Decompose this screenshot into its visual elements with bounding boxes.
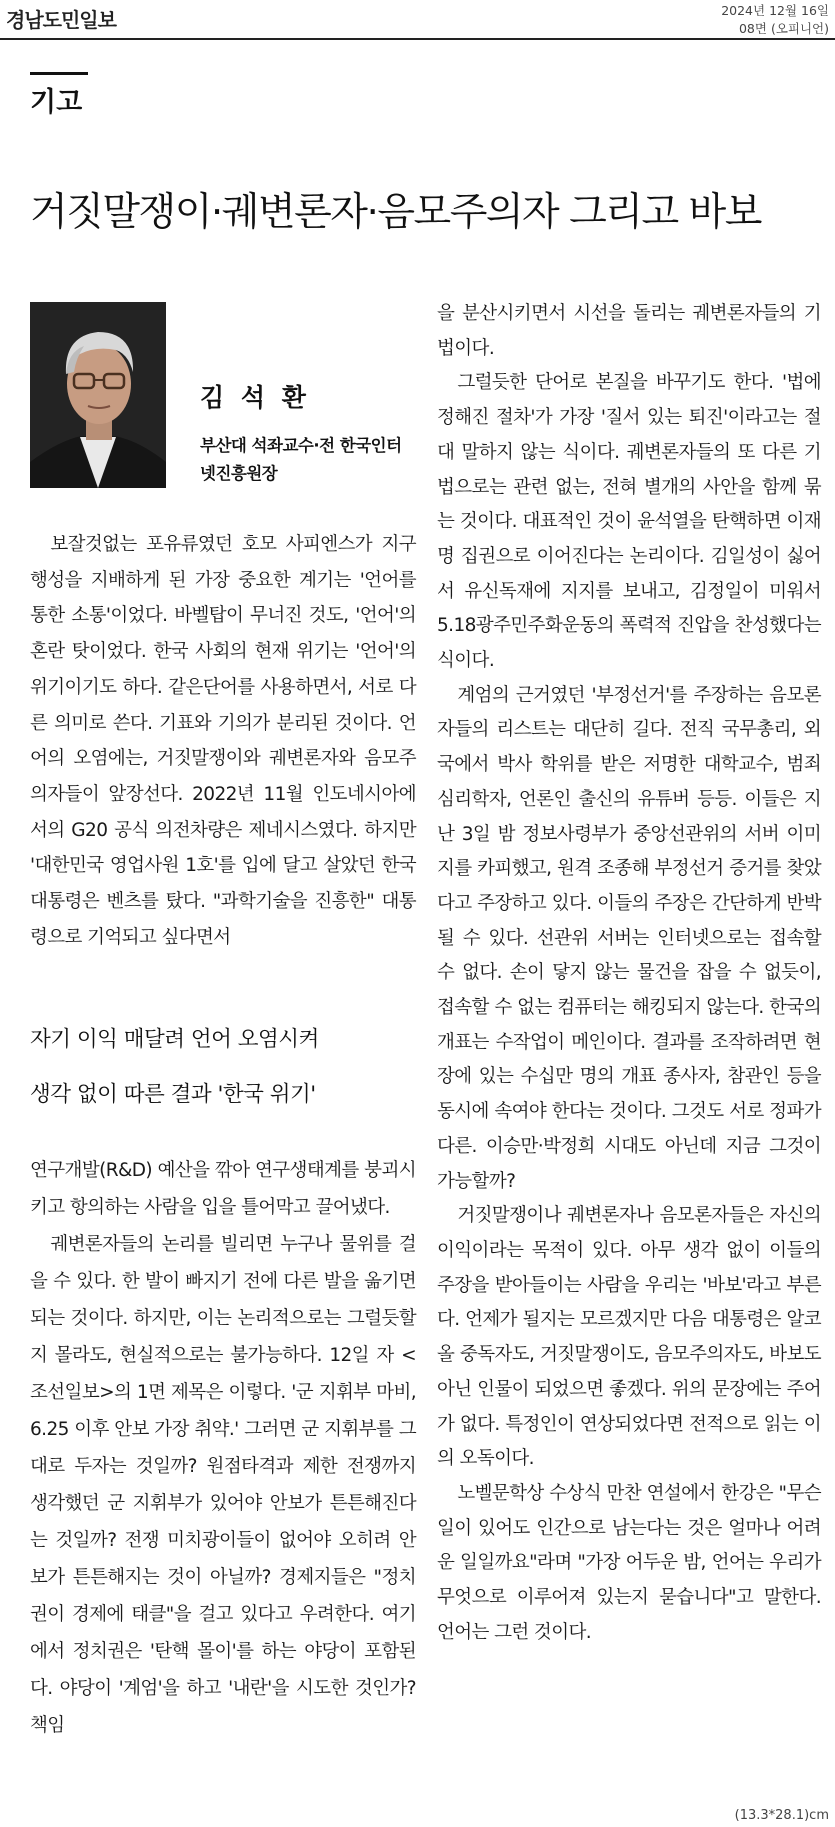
publication-date: 2024년 12월 16일 [721,3,829,18]
body-column-left-bottom [30,1152,416,1744]
paragraph: 노벨문학상 수상식 만찬 연설에서 한강은 "무슨 일이 있어도 인간으로 남는다는 것은 얼마나 어려운 일일까요"라며 "가장 어두운 밤, 언어는 우리가 무엇으로 이루어져 있는지 묻습니다"고 말한다. 언어는 그런 것이다. [437,1482,821,1643]
paragraph: 거짓말쟁이나 궤변론자나 음모론자들은 자신의 이익이라는 목적이 있다. 아무 생각 없이 이들의 주장을 받아들이는 사람을 우리는 '바보'라고 부른다. 언제가 될지는 모르겠지만 다음 대통령은 알코올 중독자도, 거짓말쟁이도, 음모주의자도, 바보도 아닌 인물이 되었으면 좋겠다. 위의 문장에는 주어가 없다. 특정인이 연상되었다면 전적으로 읽는 이의 오독이다. [437,1205,821,1470]
section-marker [30,72,88,75]
author-portrait-image [30,302,166,488]
author-name: 김 석 환 [200,383,310,412]
article-size-note: (13.3*28.1)cm [734,1808,829,1823]
paragraph: 계엄의 근거였던 '부정선거'를 주장하는 음모론자들의 리스트는 대단히 길다. 전직 국무총리, 외국에서 박사 학위를 받은 저명한 대학교수, 범죄 심리학자, 언론인 출신의 유튜버 등등. 이들은 지난 3일 밤 정보사령부가 중앙선관위의 서버 이미지를 카피했고, 원격 조종해 부정선거 증거를 찾았다고 주장하고 있다. 이들의 주장은 간단하게 반박될 수 있다. 선관위 서버는 인터넷으로는 접속할 수 없다. 손이 닿지 않는 물건을 잡을 수 없듯이, 접속할 수 없는 컴퓨터는 해킹되지 않는다. 한국의 개표는 수작업이 메인이다. 결과를 조작하려면 현장에 있는 수십만 명의 개표 종사자, 참관인 등을 동시에 속여야 한다는 것이다. 그것도 서로 정파가 다른. 이승만·박정희 시대도 아닌데 지금 그것이 가능할까? [437,684,821,1192]
paragraph: 그럴듯한 단어로 본질을 바꾸기도 한다. '법에 정해진 절차'가 가장 '질서 있는 퇴진'이라고는 절대 말하지 않는 식이다. 궤변론자들의 또 다른 기법으로는 관련 없는, 전혀 별개의 사안을 함께 묶는 것이다. 대표적인 것이 윤석열을 탄핵하면 이재명 집권으로 이어진다는 논리이다. 김일성이 싫어서 유신독재에 지지를 보내고, 김정일이 미워서 5.18광주민주화운동의 폭력적 진압을 찬성했다는 식이다. [437,372,821,672]
section-label: 기고 [30,87,83,118]
paragraph: 연구개발(R&D) 예산을 깎아 연구생태계를 붕괴시키고 항의하는 사람을 입을 틀어막고 끌어냈다. [30,1160,416,1218]
page-section-label: 08면 (오피니언) [738,21,829,36]
subheading-line-2: 생각 없이 따른 결과 '한국 위기' [30,1082,316,1107]
headline: 거짓말쟁이·궤변론자·음모주의자 그리고 바보 [30,190,761,236]
author-photo [30,302,166,488]
body-column-left-top [30,527,416,955]
paragraph: 보잘것없는 포유류였던 호모 사피엔스가 지구 행성을 지배하게 된 가장 중요한 계기는 '언어를 통한 소통'이었다. 바벨탑이 무너진 것도, '언어'의 혼란 탓이었다. 한국 사회의 현재 위기는 '언어'의 위기이기도 하다. 같은단어를 사용하면서, 서로 다른 의미로 쓴다. 기표와 기의가 분리된 것이다. 언어의 오염에는, 거짓말쟁이와 궤변론자와 음모주의자들이 앞장선다. 2022년 11월 인도네시아에서의 G20 공식 의전차량은 제네시스였다. 하지만 '대한민국 영업사원 1호'를 입에 달고 살았던 한국 대통령은 벤츠를 탔다. "과학기술을 진흥한" 대통령으로 기억되고 싶다면서 [30,534,416,948]
subheading-line-1: 자기 이익 매달려 언어 오염시켜 [30,1027,319,1052]
paragraph: 궤변론자들의 논리를 빌리면 누구나 물위를 걸을 수 있다. 한 발이 빠지기 전에 다른 발을 옮기면 되는 것이다. 하지만, 이는 논리적으로는 그럴듯할지 몰라도, 현실적으로는 불가능하다. 12일 자 <조선일보>의 1면 제목은 이렇다. '군 지휘부 마비, 6.25 이후 안보 가장 취약.' 그러면 군 지휘부를 그대로 두자는 것일까? 원점타격과 제한 전쟁까지 생각했던 군 지휘부가 있어야 안보가 튼튼해진다는 것일까? 전쟁 미치광이들이 없어야 오히려 안보가 튼튼해지는 것이 아닐까? 경제지들은 "정치권이 경제에 태클"을 걸고 있다고 우려한다. 여기에서 정치권은 '탄핵 몰이'를 하는 야당이 포함된다. 야당이 '계엄'을 하고 '내란'을 시도한 것인가? 책임 [30,1234,416,1736]
author-title: 부산대 석좌교수·전 한국인터넷진흥원장 [200,436,402,483]
subheading [30,1012,416,1122]
paragraph: 을 분산시키면서 시선을 돌리는 궤변론자들의 기법이다. [437,303,821,359]
dateline [721,2,829,38]
newspaper-masthead: 경남도민일보 [6,8,116,32]
top-rule [0,38,835,40]
body-column-right [437,297,821,1650]
